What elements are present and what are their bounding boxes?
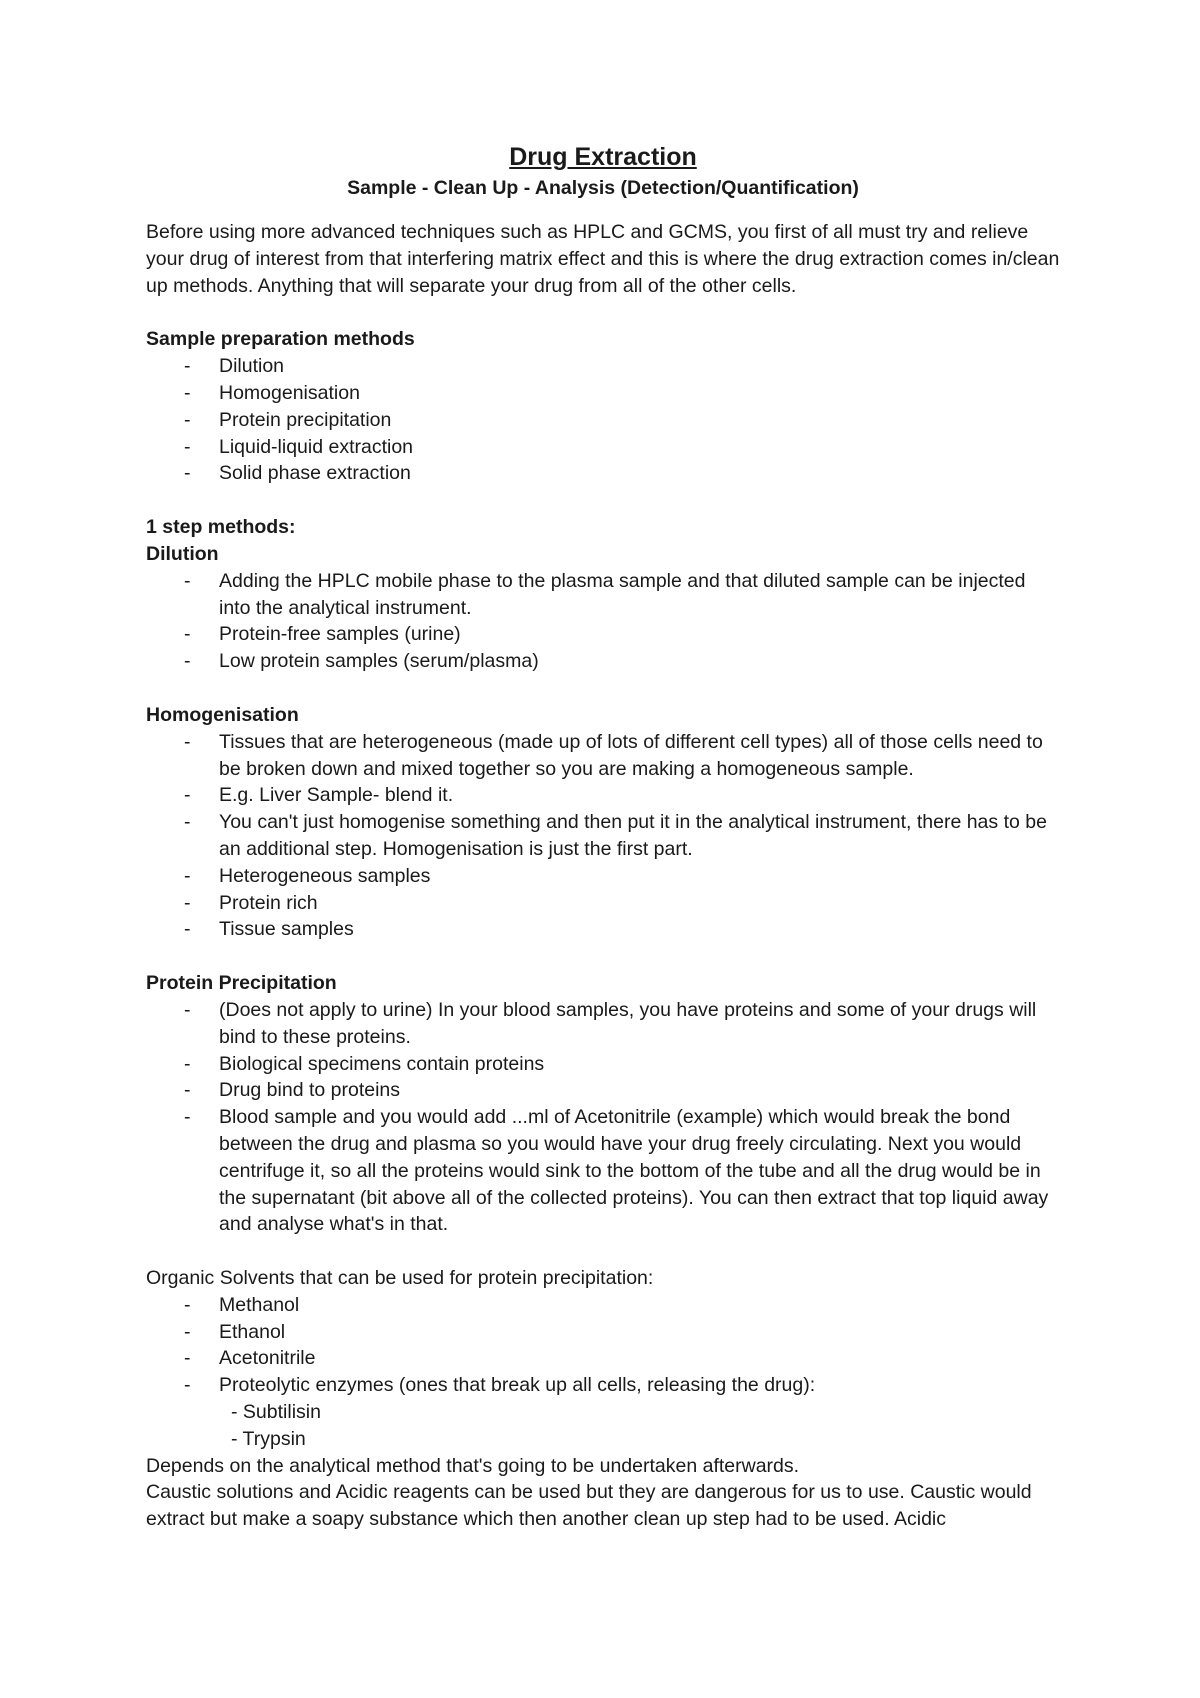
- list-item: - Heterogeneous samples: [146, 863, 1060, 890]
- subsection-heading: Dilution: [146, 542, 219, 565]
- protein-precipitation-list: [146, 997, 1060, 1238]
- list-item: - Dilution: [146, 353, 1060, 380]
- section-heading: Sample preparation methods: [146, 328, 415, 351]
- document-subtitle: Sample - Clean Up - Analysis (Detection/Quantification): [347, 177, 859, 199]
- list-item: - Methanol: [146, 1292, 1060, 1319]
- homogenisation-list: [146, 729, 1060, 943]
- list-item: - Homogenisation: [146, 380, 1060, 407]
- list-item-text: Proteolytic enzymes (ones that break up all cells, releasing the drug):: [219, 1374, 816, 1397]
- list-item: [146, 1372, 1060, 1452]
- closing-paragraph: Caustic solutions and Acidic reagents can be used but they are dangerous for us to use. Caustic would extract but make a soapy substance which then another clean up step had to be used. Acidic: [146, 1481, 1032, 1531]
- closing-paragraph: Depends on the analytical method that's going to be undertaken afterwards.: [146, 1454, 800, 1477]
- list-item: - Blood sample and you would add ...ml of Acetonitrile (example) which would break the bond between the drug and plasma so you would have your drug freely circulating. Next you would centrifuge it, so all the proteins would sink to the bottom of the tube and all the drug would be in the supernatant (bit above all of the collected proteins). You can then extract that top liquid away and analyse what's in that.: [146, 1104, 1060, 1238]
- solvents-section: [146, 1265, 1060, 1533]
- list-item: - Protein precipitation: [146, 407, 1060, 434]
- list-item: - You can't just homogenise something and then put it in the analytical instrument, there has to be an additional step. Homogenisation is just the first part.: [146, 809, 1060, 863]
- list-item: - Solid phase extraction: [146, 460, 1060, 487]
- list-item: - Protein-free samples (urine): [146, 621, 1060, 648]
- one-step-section: [146, 514, 1060, 675]
- spacer: [146, 299, 1060, 326]
- sample-prep-section: [146, 326, 1060, 487]
- section-heading: Protein Precipitation: [146, 972, 337, 995]
- dilution-list: [146, 568, 1060, 675]
- sub-list-item: - Trypsin: [231, 1427, 306, 1450]
- spacer: [146, 943, 1060, 970]
- list-item: - Biological specimens contain proteins: [146, 1051, 1060, 1078]
- list-item: - Low protein samples (serum/plasma): [146, 648, 1060, 675]
- document-title: Drug Extraction: [509, 143, 697, 171]
- enzymes-list: [219, 1399, 1060, 1453]
- list-item: - Liquid-liquid extraction: [146, 434, 1060, 461]
- list-item: - Drug bind to proteins: [146, 1077, 1060, 1104]
- solvents-list: [146, 1292, 1060, 1453]
- section-heading: 1 step methods:: [146, 516, 296, 539]
- list-item: - (Does not apply to urine) In your blood samples, you have proteins and some of your drugs will bind to these proteins.: [146, 997, 1060, 1051]
- spacer: [146, 675, 1060, 702]
- spacer: [146, 487, 1060, 514]
- protein-precipitation-section: [146, 970, 1060, 1238]
- list-item: - Tissue samples: [146, 916, 1060, 943]
- list-item: - Protein rich: [146, 890, 1060, 917]
- list-item: - Acetonitrile: [146, 1345, 1060, 1372]
- list-item: - E.g. Liver Sample- blend it.: [146, 782, 1060, 809]
- list-item: - Ethanol: [146, 1319, 1060, 1346]
- sample-prep-list: [146, 353, 1060, 487]
- solvents-intro: Organic Solvents that can be used for protein precipitation:: [146, 1267, 654, 1290]
- spacer: [146, 1238, 1060, 1265]
- list-item: - Adding the HPLC mobile phase to the plasma sample and that diluted sample can be injected into the analytical instrument.: [146, 568, 1060, 622]
- homogenisation-section: [146, 702, 1060, 943]
- list-item: - Tissues that are heterogeneous (made up of lots of different cell types) all of those cells need to be broken down and mixed together so you are making a homogeneous sample.: [146, 729, 1060, 783]
- section-heading: Homogenisation: [146, 703, 299, 726]
- sub-list-item: - Subtilisin: [231, 1401, 321, 1424]
- intro-paragraph: Before using more advanced techniques such as HPLC and GCMS, you first of all must try and relieve your drug of interest from that interfering matrix effect and this is where the drug extraction comes in/clean up methods. Anything that will separate your drug from all of the other cells.: [146, 221, 1060, 297]
